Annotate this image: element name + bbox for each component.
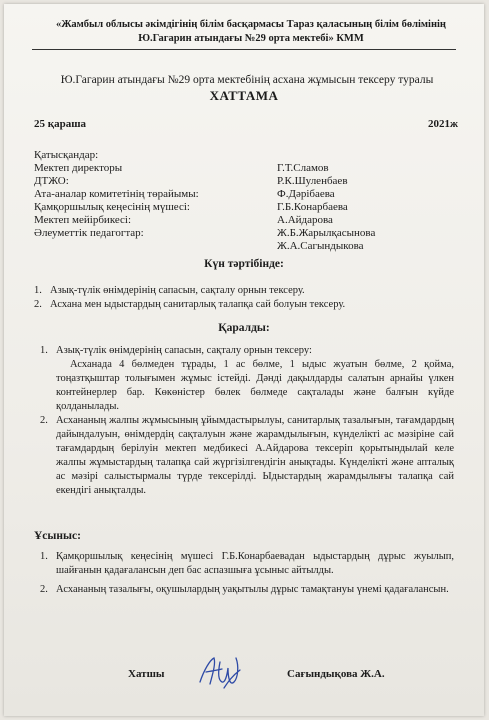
proposals-heading: Ұсыныс:	[34, 530, 81, 542]
proposals-list	[40, 550, 454, 602]
item-body	[56, 344, 454, 414]
considered-heading: Қаралды:	[218, 322, 270, 334]
participant-role	[34, 240, 277, 253]
signature-stroke	[200, 658, 240, 688]
participants-block	[34, 149, 474, 253]
secretary-name: Сағындықова Ж.А.	[287, 668, 385, 680]
item-number: 1.	[34, 285, 42, 296]
list-item	[40, 550, 454, 578]
list-item	[34, 284, 464, 298]
list-item	[40, 414, 454, 498]
item-text: Асхананың жалпы жұмысының ұйымдастырылуы, санитарлық тазалығын, тағамдардың дайындалуын, өнімдердің сақталуын және жарамдылығын, күнделікті ас мәзіріне сай тағамдардың берілуін мектеп медбикесі А.Айдарова тексеріп қорытындылай келе жалпы жұмыстардың талапқа сай жүргізілгендігін анықтады. Күнделікті және апталық ас мәзірі салыстырмалы түрде тексерілді. Ыдыстардың жарамдылығы талапқа сай екендігі анықталды.	[56, 415, 454, 496]
participant-name: Р.К.Шуленбаев	[277, 175, 348, 187]
handwritten-signature	[194, 652, 244, 694]
participant-row	[34, 188, 474, 201]
participant-row	[34, 175, 474, 188]
participant-role: Ата-аналар комитетінің төрайымы:	[34, 188, 199, 200]
item-number: 2.	[34, 299, 42, 310]
participant-name: Г.Б.Конарбаева	[277, 201, 348, 213]
participant-row	[34, 227, 474, 240]
participant-name: Г.Т.Сламов	[277, 162, 329, 174]
participant-row	[34, 162, 474, 175]
document-title: ХАТТАМА	[209, 88, 279, 103]
participant-name: Ж.Б.Жарылқасынова	[277, 227, 376, 239]
participant-row	[34, 201, 474, 214]
header-divider	[32, 49, 456, 50]
organization-header: «Жамбыл облысы әкімдігінің білім басқармасы Тараз қаласының білім бөлімінің Ю.Гагарин атындағы №29 орта мектебі» КММ	[56, 19, 446, 44]
item-title: Азық-түлік өнімдерінің сапасын, сақталу орнын тексеру:	[56, 345, 312, 356]
list-item	[40, 344, 454, 414]
participant-role: Мектеп директоры	[34, 162, 123, 174]
participant-row	[34, 240, 474, 253]
participant-role: Қамқоршылық кеңесінің мүшесі:	[34, 201, 190, 213]
item-text: Қамқоршылық кеңесінің мүшесі Г.Б.Конарбаевадан ыдыстардың дұрыс жуылып, шайғанын қадағалансын деп бас аспазшыға ұсыныс айтылды.	[56, 551, 454, 576]
list-item	[34, 298, 464, 312]
participant-role: Әлеуметтік педагогтар:	[34, 227, 144, 239]
item-text: Азық-түлік өнімдерінің сапасын, сақталу орнын тексеру.	[50, 285, 305, 296]
document-year: 2021ж	[428, 118, 458, 130]
item-number: 2.	[40, 415, 48, 426]
participant-name: Ф.Дәрібаева	[277, 188, 335, 200]
participant-name: А.Айдарова	[277, 214, 333, 226]
document-date: 25 қараша	[34, 118, 86, 130]
list-item	[40, 583, 454, 597]
item-number: 2.	[40, 584, 48, 595]
item-number: 1.	[40, 345, 48, 356]
considered-list	[40, 344, 454, 498]
participant-role: Мектеп мейірбикесі:	[34, 214, 132, 226]
participant-role: ДТЖО:	[34, 175, 69, 187]
agenda-list	[34, 284, 464, 312]
participants-label: Қатысқандар:	[34, 149, 99, 161]
item-text: Асхананың тазалығы, оқушылардың уақытылы дұрыс тамақтануы үнемі қадағалансын.	[56, 584, 449, 595]
participant-row	[34, 214, 474, 227]
item-text: Асхана мен ыдыстардың санитарлық талапқа сай болуын тексеру.	[50, 299, 346, 310]
secretary-label: Хатшы	[128, 668, 165, 680]
item-text: Асханада 4 бөлмеден тұрады, 1 ас бөлме, 1 ыдыс жуатын бөлме, 2 қойма, тоңазтқыштар толығымен жұмыс істейді. Дәнді дақылдарды салатын арнайы үлкен контейнерлер бар. Көкөністер бөлек бөлмеде сақталады және балғын күйде қолданылады.	[56, 359, 454, 412]
participant-name: Ж.А.Сагындыкова	[277, 240, 364, 252]
item-number: 1.	[40, 551, 48, 562]
document-subject: Ю.Гагарин атындағы №29 орта мектебінің асхана жұмысын тексеру туралы	[60, 74, 434, 86]
document-page	[4, 4, 484, 716]
agenda-heading: Күн тәртібінде:	[204, 258, 284, 270]
